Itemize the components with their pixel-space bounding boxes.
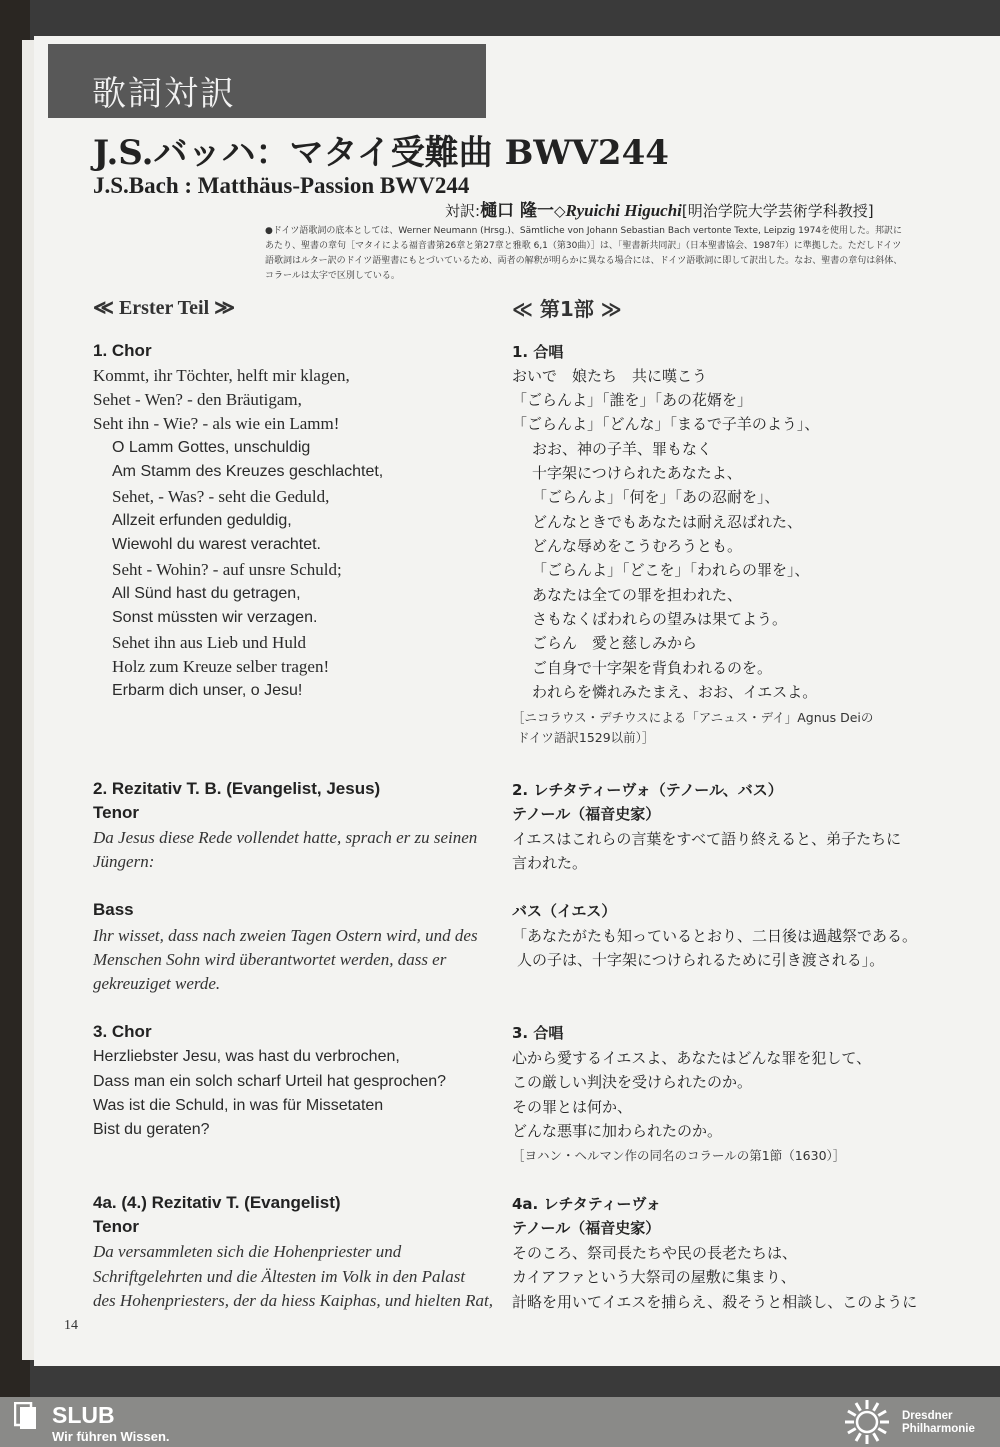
chorale-line: Wiewohl du warest verachtet. xyxy=(112,536,321,553)
part-title-japanese: ≪ 第1部 ≫ xyxy=(512,297,622,321)
voice-label: Tenor xyxy=(93,1217,139,1236)
chorale-line: Was ist die Schuld, in was für Missetaten xyxy=(93,1097,384,1114)
lyric-line: Sehet, - Was? - seht die Geduld, xyxy=(112,487,330,506)
movement-heading: 3. 合唱 xyxy=(512,1024,564,1042)
recitative-line: des Hohenpriesters, der da hiess Kaiphas, und hielten Rat, xyxy=(93,1291,493,1310)
source-note: ［ニコラウス・デチウスによる「アニュス・デイ」Agnus Deiの xyxy=(512,710,874,725)
chorale-line: どんなときでもあなたは耐え忍ばれた、 xyxy=(532,513,803,531)
recitative-line: Schriftgelehrten und die Ältesten im Volk in den Palast xyxy=(93,1267,466,1286)
movement-heading: 1. Chor xyxy=(93,341,152,360)
chorale-line: この厳しい判決を受けられたのか。 xyxy=(512,1073,753,1091)
translator-credit xyxy=(445,201,874,221)
chorale-line: どんな辱めをこうむろうとも。 xyxy=(532,537,743,555)
recitative-line: そのころ、祭司長たちや民の長老たちは、 xyxy=(512,1244,798,1262)
chorale-line: さもなくばわれらの望みは果てよう。 xyxy=(532,610,788,628)
chorale-line: おお、神の子羊、罪もなく xyxy=(532,440,713,458)
chorale-line: Am Stamm des Kreuzes geschlachtet, xyxy=(112,463,384,480)
work-title-german: J.S.Bach : Matthäus-Passion BWV244 xyxy=(93,173,470,198)
chorale-line: Bist du geraten? xyxy=(93,1121,210,1138)
lyric-line: 「ごらんよ」「誰を」「あの花婿を」 xyxy=(512,391,753,409)
source-note: ［ヨハン・ヘルマン作の同名のコラールの第1節（1630）］ xyxy=(512,1148,846,1163)
recitative-line: Jüngern: xyxy=(93,852,155,871)
section-title: 歌詞対訳 xyxy=(92,74,236,114)
voice-label: Tenor xyxy=(93,803,139,822)
chorale-line: 心から愛するイエスよ、あなたはどんな罪を犯して、 xyxy=(512,1049,872,1067)
lyric-line: Holz zum Kreuze selber tragen! xyxy=(112,657,330,676)
editorial-note-line: コラールは太字で区別している。 xyxy=(265,271,400,281)
chorale-line: その罪とは何か、 xyxy=(512,1098,633,1116)
lyric-line: Seht - Wohin? - auf unsre Schuld; xyxy=(112,560,342,579)
lyric-line: Seht ihn - Wie? - als wie ein Lamm! xyxy=(93,414,340,433)
recitative-line: イエスはこれらの言葉をすべて語り終えると、弟子たちに xyxy=(512,830,902,848)
editorial-note-line: ●ドイツ語歌詞の底本としては、Werner Neumann (Hrsg.)、Sämtliche von Johann Sebastian Bach vertonte Texte, Leipzig 1974を使用した。邦訳に xyxy=(265,226,903,236)
lyric-line: 「ごらんよ」「何を」「あの忍耐を」、 xyxy=(532,488,780,506)
recitative-line: gekreuziget werde. xyxy=(93,974,221,993)
lyric-line: Kommt, ihr Töchter, helft mir klagen, xyxy=(93,366,350,385)
voice-label: バス（イエス） xyxy=(512,902,617,920)
slub-tagline: Wir führen Wissen. xyxy=(52,1429,170,1444)
chorale-line: O Lamm Gottes, unschuldig xyxy=(112,439,311,456)
recitative-line: 「あなたがたも知っているとおり、二日後は過越祭である。 xyxy=(512,927,918,945)
recitative-line: Da versammleten sich die Hohenpriester und xyxy=(93,1242,402,1261)
slub-book-icon[interactable] xyxy=(14,1402,40,1430)
recitative-line: Da Jesus diese Rede vollendet hatte, sprach er zu seinen xyxy=(93,828,478,847)
page-edge xyxy=(22,40,34,1360)
chorale-line: Herzliebster Jesu, was hast du verbrochen, xyxy=(93,1048,400,1065)
slub-logo-text[interactable]: SLUB xyxy=(52,1402,115,1428)
chorale-line: All Sünd hast du getragen, xyxy=(112,585,301,602)
lyric-line: Sehet - Wen? - den Bräutigam, xyxy=(93,390,302,409)
movement-heading: 4a. (4.) Rezitativ T. (Evangelist) xyxy=(93,1193,341,1212)
translator-prefix: 対訳: xyxy=(445,202,481,220)
lyric-line: ごらん 愛と慈しみから xyxy=(532,634,698,652)
recitative-line: 言われた。 xyxy=(512,854,588,872)
voice-label: テノール（福音史家） xyxy=(512,805,661,823)
recitative-line: Menschen Sohn wird überantwortet werden, dass er xyxy=(93,950,447,969)
translator-affiliation: [明治学院大学芸術学科教授] xyxy=(681,202,874,220)
recitative-line: 計略を用いてイエスを捕らえ、殺そうと相談し、このように xyxy=(512,1293,918,1311)
chorale-line: どんな悪事に加わられたのか。 xyxy=(512,1122,723,1140)
movement-heading: 4a. レチタティーヴォ xyxy=(512,1195,661,1213)
recitative-line: カイアファという大祭司の屋敷に集まり、 xyxy=(512,1268,796,1286)
page-number: 14 xyxy=(64,1318,78,1333)
movement-heading: 2. レチタティーヴォ（テノール、バス） xyxy=(512,781,783,799)
voice-label: テノール（福音史家） xyxy=(512,1219,661,1237)
editorial-note-line: 語歌詞はルター訳のドイツ語聖書にもとづいているため、両者の解釈が明らかに異なる場合には、ドイツ語歌詞に即して訳出した。なお、聖書の章句は斜体、 xyxy=(265,256,903,266)
lyric-line: 「ごらんよ」「どこを」「われらの罪を」、 xyxy=(532,561,810,579)
source-note: ドイツ語訳1529以前）］ xyxy=(517,730,655,745)
chorale-line: Dass man ein solch scharf Urteil hat gesprochen? xyxy=(93,1073,447,1090)
chorale-line: われらを憐れみたまえ、おお、イエスよ。 xyxy=(532,683,818,701)
chorale-line: 十字架につけられたあなたよ、 xyxy=(532,464,742,482)
movement-heading: 2. Rezitativ T. B. (Evangelist, Jesus) xyxy=(93,779,381,798)
lyric-line: 「ごらんよ」「どんな」「まるで子羊のよう」、 xyxy=(512,415,820,433)
movement-heading: 3. Chor xyxy=(93,1022,152,1041)
work-title-japanese: J.S.バッハ：マタイ受難曲 BWV244 xyxy=(93,133,669,173)
philharmonie-line-2: Philharmonie xyxy=(902,1423,975,1435)
chorale-line: Erbarm dich unser, o Jesu! xyxy=(112,682,303,699)
chorale-line: Sonst müssten wir verzagen. xyxy=(112,609,318,626)
part-title-german: ≪ Erster Teil ≫ xyxy=(93,297,236,319)
philharmonie-sunburst-icon[interactable] xyxy=(842,1399,892,1445)
editorial-note-line: あたり、聖書の章句［マタイによる福音書第26章と第27章と雅歌 6,1（第30曲）］は、「聖書新共同訳」（日本聖書協会、1987年）に準拠した。ただしドイツ xyxy=(265,241,902,251)
translator-separator: ◇ xyxy=(553,202,566,220)
translator-name-en: Ryuichi Higuchi xyxy=(565,201,682,220)
philharmonie-line-1: Dresdner xyxy=(902,1410,953,1422)
translator-name-ja: 樋口 隆一 xyxy=(480,201,554,221)
philharmonie-logo-text[interactable] xyxy=(902,1410,975,1436)
chorale-line: あなたは全ての罪を担われた、 xyxy=(532,586,743,604)
chorale-line: Allzeit erfunden geduldig, xyxy=(112,512,292,529)
recitative-line: 人の子は、十字架につけられるために引き渡される」。 xyxy=(517,951,885,969)
movement-heading: 1. 合唱 xyxy=(512,343,564,361)
lyric-line: おいで 娘たち 共に嘆こう xyxy=(512,367,708,385)
voice-label: Bass xyxy=(93,900,134,919)
lyric-line: ご自身で十字架を背負われるのを。 xyxy=(532,659,773,677)
lyric-line: Sehet ihn aus Lieb und Huld xyxy=(112,633,307,652)
recitative-line: Ihr wisset, dass nach zweien Tagen Ostern wird, und des xyxy=(93,926,478,945)
